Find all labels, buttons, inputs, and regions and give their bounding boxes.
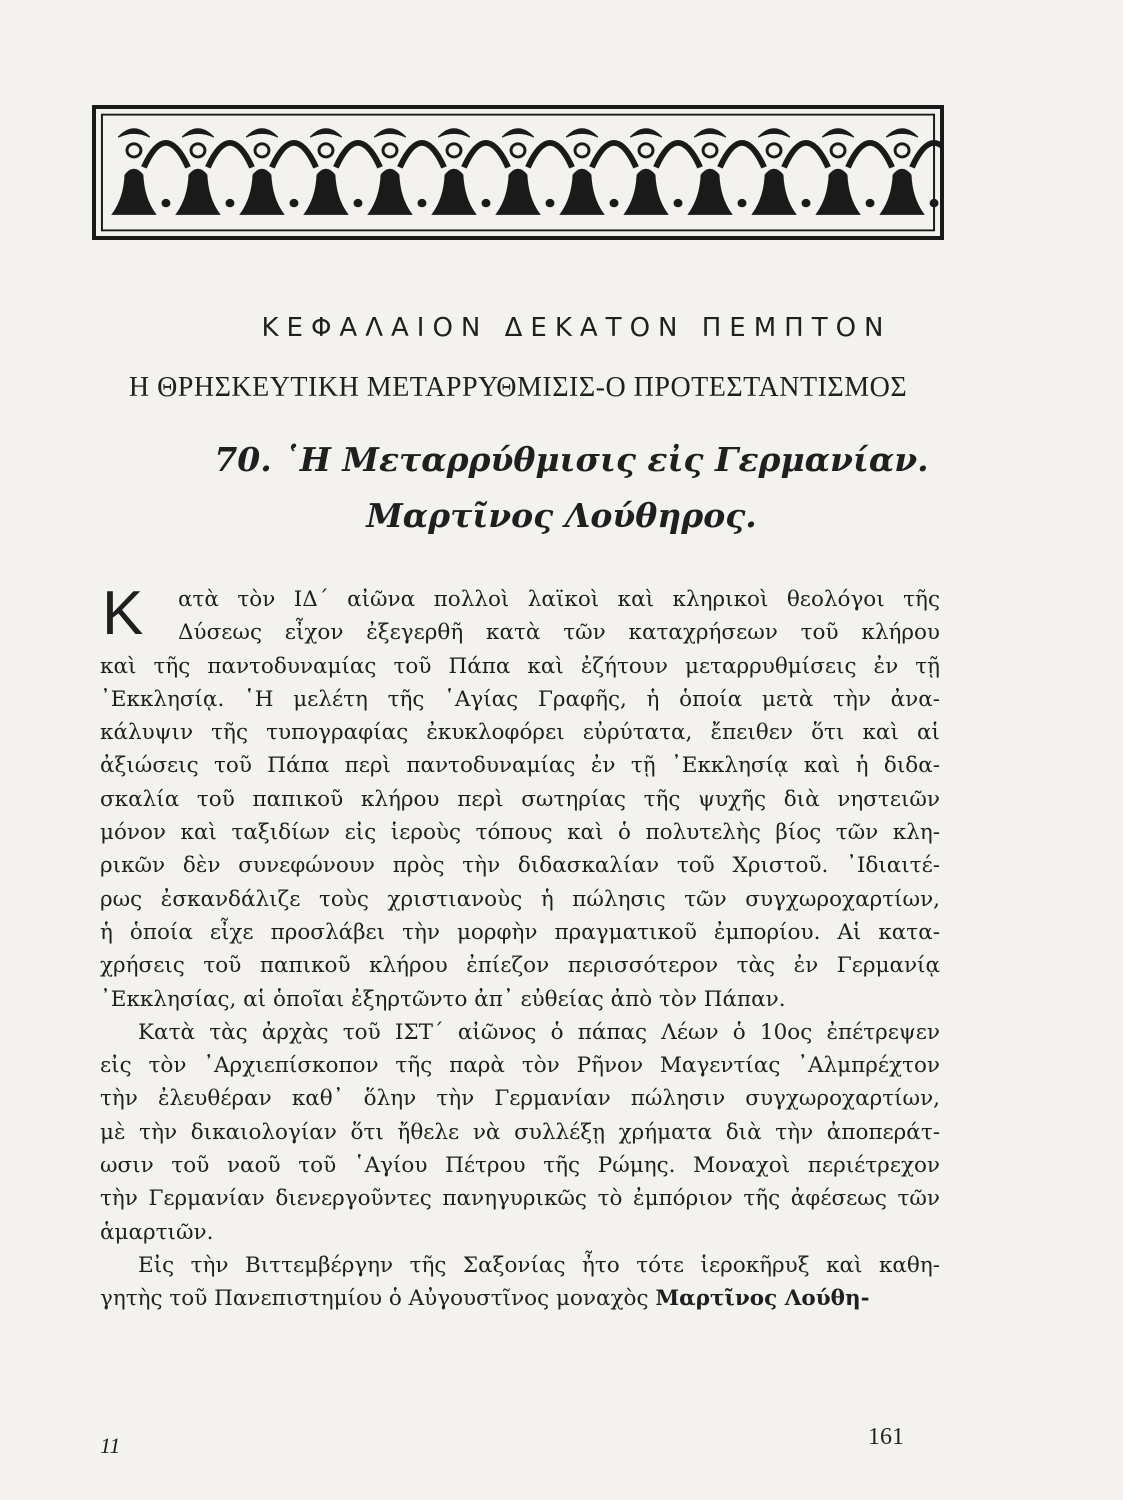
ornament-motif [112, 129, 188, 215]
ornament-motif [368, 129, 444, 215]
section-subheading: Μαρτῖνος Λούθηρος. [366, 496, 757, 535]
text-line: καὶ τῆς παντοδυναμίας τοῦ Πάπα καὶ ἐζήτουν μεταρρυθμίσεις ἐν τῇ [100, 653, 940, 679]
text-line: κάλυψιν τῆς τυπογραφίας ἐκυκλοφόρει εὐρύτατα, ἔπειθεν ὅτι καὶ αἱ [100, 720, 940, 746]
text-line: ἡ ὁποία εἶχε προσλάβει τὴν μορφὴν πραγματικοῦ ἐμπορίου. Αἱ κατα- [100, 919, 940, 945]
page-number: 161 [868, 1424, 904, 1450]
section-heading: 70. ῾Η Μεταρρύθμισις εἰς Γερμανίαν. [214, 440, 929, 479]
first-paragraph-opening [100, 579, 940, 650]
bold-name: Μαρτῖνος Λούθη- [655, 1286, 870, 1312]
text-line: ρως ἐσκανδάλιζε τοὺς χριστιανοὺς ἡ πώλησις τῶν συγχωροχαρτίων, [100, 886, 940, 912]
text-line-final [100, 1282, 940, 1315]
ornamental-header-band [92, 105, 944, 240]
text-line: ἁμαρτιῶν. [100, 1219, 214, 1245]
ornament-motif [688, 129, 764, 215]
text-line: ατὰ τὸν ΙΔ΄ αἰῶνα πολλοὶ λαϊκοὶ καὶ κληρικοὶ θεολόγοι τῆς [178, 587, 940, 612]
text-line: ρικῶν δὲν συνεφώνουν πρὸς τὴν διδασκαλίαν τοῦ Χριστοῦ. ᾽Ιδιαιτέ- [100, 853, 940, 879]
text-line: Κατὰ τὰς ἀρχὰς τοῦ ΙΣΤ΄ αἰῶνος ὁ πάπας Λέων ὁ 10ος ἐπέτρεψεν [138, 1019, 940, 1045]
text-line: ωσιν τοῦ ναοῦ τοῦ ῾Αγίου Πέτρου τῆς Ρώμης. Μοναχοὶ περιέτρεχον [100, 1153, 940, 1179]
text-line: Δύσεως εἶχον ἐξεγερθῆ κατὰ τῶν καταχρήσεων τοῦ κλήρου [178, 620, 940, 646]
ornament-motif [432, 129, 508, 215]
text-line: τὴν Γερμανίαν διενεργοῦντες πανηγυρικῶς τὸ ἐμπόριον τῆς ἀφέσεως τῶν [100, 1186, 940, 1212]
ornament-motif [176, 129, 252, 215]
ornament-motif [240, 129, 316, 215]
text-line: ᾽Εκκλησίᾳ. ῾Η μελέτη τῆς ῾Αγίας Γραφῆς, ἡ ὁποία μετὰ τὴν ἀνα- [100, 686, 940, 712]
text-line: τὴν ἐλευθέραν καθ᾽ ὅλην τὴν Γερμανίαν πώλησιν συγχωροχαρτίων, [100, 1086, 940, 1112]
text-line: γητὴς τοῦ Πανεπιστημίου ὁ Αὐγουστῖνος μοναχὸς [100, 1286, 649, 1312]
text-line: μὲ τὴν δικαιολογίαν ὅτι ἤθελε νὰ συλλέξῃ χρήματα διὰ τὴν ἀποπεράτ- [100, 1119, 940, 1145]
text-line: σκαλία τοῦ παπικοῦ κλήρου περὶ σωτηρίας τῆς ψυχῆς διὰ νηστειῶν [100, 786, 940, 812]
ornament-motif [816, 129, 892, 215]
ornament-motif [304, 129, 380, 215]
ornament-motif [880, 129, 940, 215]
ornament-motif [560, 129, 636, 215]
text-line: Εἰς τὴν Βιττεμβέργην τῆς Σαξονίας ἦτο τότε ἱεροκῆρυξ καὶ καθη- [138, 1252, 940, 1278]
ornament-motif [752, 129, 828, 215]
ornament-motif [624, 129, 700, 215]
signature-mark: 11 [100, 1433, 121, 1458]
body-text [100, 579, 940, 1316]
text-line: εἰς τὸν ᾽Αρχιεπίσκοπον τῆς παρὰ τὸν Ρῆνον Μαγεντίας ᾽Αλμπρέχτον [100, 1053, 940, 1079]
ornament-motif [496, 129, 572, 215]
drop-cap: Κ [102, 579, 144, 648]
text-line: ᾽Εκκλησίας, αἱ ὁποῖαι ἐξηρτῶντο ἀπ᾽ εὐθείας ἀπὸ τὸν Πάπαν. [100, 986, 786, 1012]
ornament-pattern [96, 109, 940, 236]
chapter-title: Η ΘΡΗΣΚΕΥΤΙΚΗ ΜΕΤΑΡΡΥΘΜΙΣΙΣ-Ο ΠΡΟΤΕΣΤΑΝΤΙΣΜΟΣ [128, 372, 908, 403]
text-line: χρήσεις τοῦ παπικοῦ κλήρου ἐπίεζον περισσότερον τὰς ἐν Γερμανίᾳ [100, 953, 940, 979]
text-line: ἀξιώσεις τοῦ Πάπα περὶ παντοδυναμίας ἐν τῇ ᾽Εκκλησίᾳ καὶ ἡ διδα- [100, 753, 940, 779]
chapter-label: ΚΕΦΑΛΑΙΟΝ ΔΕΚΑΤΟΝ ΠΕΜΠΤΟΝ [261, 313, 892, 343]
text-line: μόνον καὶ ταξιδίων εἰς ἱεροὺς τόπους καὶ ὁ πολυτελὴς βίος τῶν κλη- [100, 820, 940, 846]
